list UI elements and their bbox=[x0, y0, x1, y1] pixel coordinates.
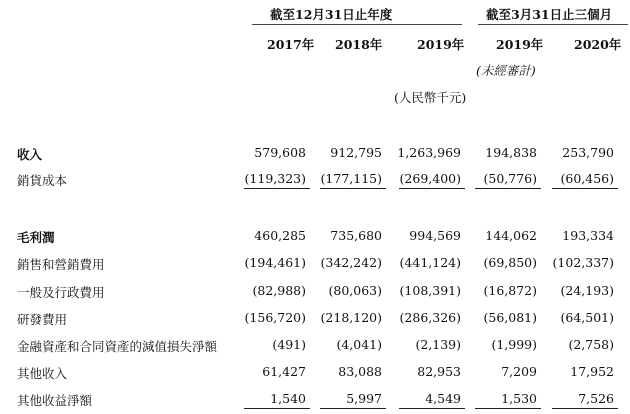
row-value: (156,720) bbox=[244, 310, 306, 325]
row-value: 144,062 bbox=[485, 228, 537, 243]
row-value: (80,063) bbox=[328, 283, 382, 298]
row-value: 5,997 bbox=[346, 391, 382, 406]
year-2019-q: 2019年 bbox=[496, 37, 544, 52]
row-label: 毛利潤 bbox=[17, 230, 55, 245]
row-value: 253,790 bbox=[562, 145, 614, 160]
year-2018: 2018年 bbox=[335, 37, 383, 52]
row-value: (24,193) bbox=[560, 283, 614, 298]
row-value: (218,120) bbox=[320, 310, 382, 325]
row-value: (177,115) bbox=[320, 171, 382, 186]
row-value: (69,850) bbox=[483, 255, 537, 270]
row-value: (2,758) bbox=[568, 337, 614, 352]
year-2017: 2017年 bbox=[267, 37, 315, 52]
row-label: 收入 bbox=[17, 147, 43, 162]
row-value: (491) bbox=[272, 337, 306, 352]
year-2019-fy: 2019年 bbox=[417, 37, 465, 52]
row-label: 銷售和營銷費用 bbox=[17, 257, 105, 272]
row-value: 194,838 bbox=[485, 145, 537, 160]
row-value: (50,776) bbox=[483, 171, 537, 186]
row-label: 金融資產和合同資產的減值損失淨額 bbox=[17, 339, 218, 354]
row-value: 17,952 bbox=[570, 364, 614, 379]
row-value: 7,526 bbox=[578, 391, 614, 406]
row-value: 579,608 bbox=[254, 145, 306, 160]
subtotal-underline bbox=[244, 188, 310, 189]
row-label: 其他收入 bbox=[17, 366, 68, 381]
subtotal-underline bbox=[475, 188, 541, 189]
subtotal-underline bbox=[244, 408, 310, 409]
row-label: 銷貨成本 bbox=[17, 173, 68, 188]
row-value: (64,501) bbox=[560, 310, 614, 325]
row-value: 735,680 bbox=[330, 228, 382, 243]
subtotal-underline bbox=[320, 408, 386, 409]
row-label: 研發費用 bbox=[17, 312, 68, 327]
row-label: 一般及行政費用 bbox=[17, 285, 105, 300]
row-value: (16,872) bbox=[483, 283, 537, 298]
row-value: 83,088 bbox=[338, 364, 382, 379]
row-value: 912,795 bbox=[330, 145, 382, 160]
row-value: (342,242) bbox=[320, 255, 382, 270]
period-fy-caption: 截至12月31日止年度 bbox=[270, 7, 393, 22]
row-value: (102,337) bbox=[552, 255, 614, 270]
row-value: (82,988) bbox=[252, 283, 306, 298]
row-label: 其他收益淨額 bbox=[17, 393, 93, 408]
unit-note: (人民幣千元) bbox=[394, 90, 467, 105]
subtotal-underline bbox=[399, 188, 465, 189]
row-value: (119,323) bbox=[244, 171, 306, 186]
row-value: 193,334 bbox=[562, 228, 614, 243]
row-value: 460,285 bbox=[254, 228, 306, 243]
period-q-rule bbox=[478, 24, 628, 25]
period-fy-rule bbox=[252, 24, 462, 25]
row-value: 7,209 bbox=[501, 364, 537, 379]
subtotal-underline bbox=[552, 408, 618, 409]
row-value: 1,263,969 bbox=[397, 145, 461, 160]
row-value: (194,461) bbox=[244, 255, 306, 270]
period-q-caption: 截至3月31日止三個月 bbox=[486, 7, 613, 22]
row-value: (4,041) bbox=[336, 337, 382, 352]
row-value: (108,391) bbox=[399, 283, 461, 298]
subtotal-underline bbox=[320, 188, 386, 189]
subtotal-underline bbox=[399, 408, 465, 409]
row-value: (56,081) bbox=[483, 310, 537, 325]
row-value: (1,999) bbox=[491, 337, 537, 352]
row-value: (286,326) bbox=[399, 310, 461, 325]
row-value: 1,540 bbox=[270, 391, 306, 406]
row-value: (60,456) bbox=[560, 171, 614, 186]
row-value: 82,953 bbox=[417, 364, 461, 379]
row-value: (441,124) bbox=[399, 255, 461, 270]
row-value: 994,569 bbox=[409, 228, 461, 243]
row-value: (269,400) bbox=[399, 171, 461, 186]
subtotal-underline bbox=[475, 408, 541, 409]
year-2020-q: 2020年 bbox=[574, 37, 622, 52]
row-value: 4,549 bbox=[425, 391, 461, 406]
subtotal-underline bbox=[552, 188, 618, 189]
row-value: (2,139) bbox=[415, 337, 461, 352]
row-value: 1,530 bbox=[501, 391, 537, 406]
row-value: 61,427 bbox=[262, 364, 306, 379]
unaudited-note: (未經審計) bbox=[476, 63, 536, 78]
